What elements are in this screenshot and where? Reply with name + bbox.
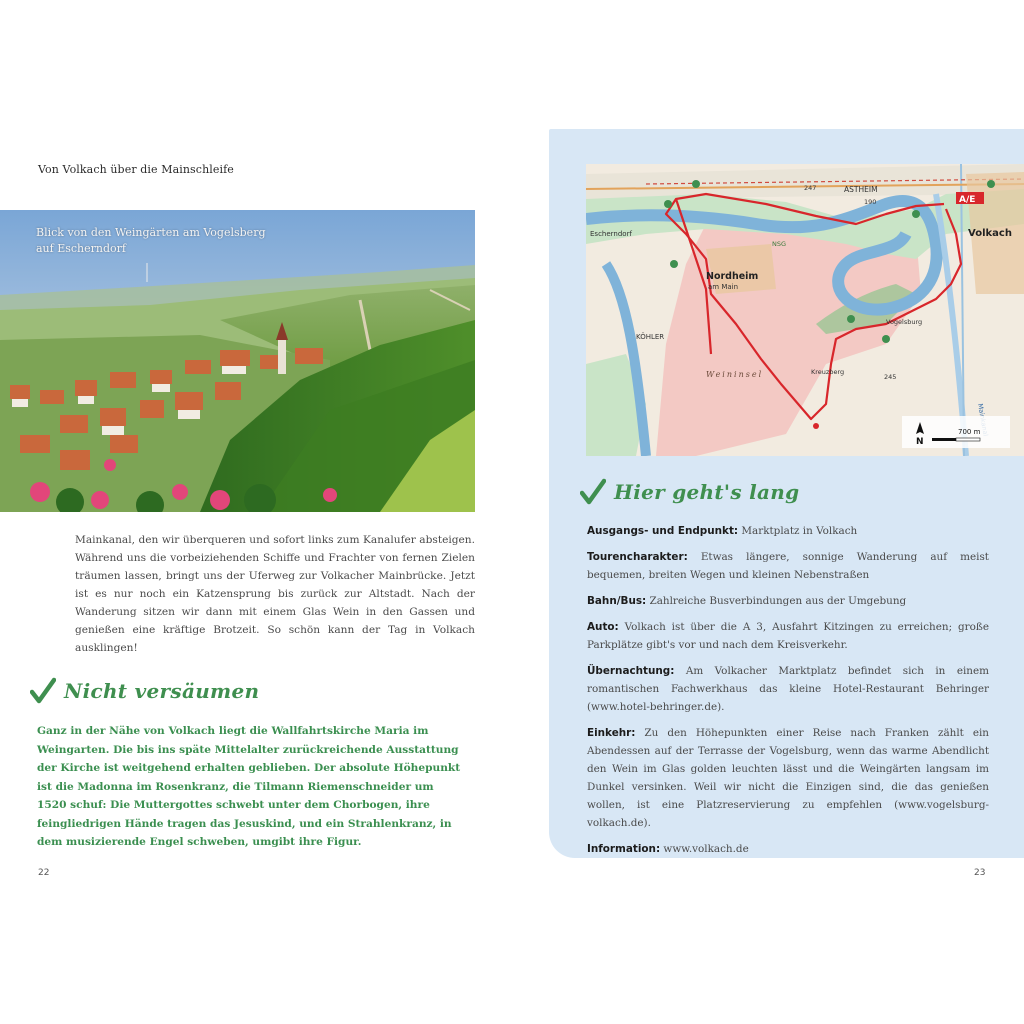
info-transit (587, 592, 989, 610)
info-label: Ausgangs- und Endpunkt: (587, 525, 739, 537)
map-label-vogelsburg: Vogelsburg (886, 318, 923, 326)
info-label: Tourencharakter: (587, 551, 688, 563)
map-elev-245: 245 (884, 373, 897, 381)
map-label-nordheim-sub: am Main (708, 283, 739, 291)
body-paragraph: Mainkanal, den wir überqueren und sofort links zum Kanalufer absteigen. Während uns die vorbeiziehenden Schiffe und Frachter von fernen Zielen träumen lassen, bringt uns der Uferweg zur Volkacher Mainbrücke. Jetzt ist es nur noch ein Katzensprung bis zurück zur Altstadt. Nach der Wanderung sitzen wir dann mit einem Glas Wein in den Gassen und genießen eine kräftige Brotzeit. So schön kann der Tag in Volkach ausklingen! (75, 534, 475, 654)
tour-info-list (587, 522, 989, 866)
checkmark-icon (580, 478, 606, 506)
map-elev-190: 190 (864, 198, 877, 206)
checkmark-icon (30, 677, 56, 705)
map-start-marker: A/E (959, 195, 976, 205)
map-label-escherndorf: Escherndorf (590, 230, 632, 238)
info-value: Zu den Höhepunkten einer Reise nach Franken zählt ein Abendessen auf der Terrasse der Vogelsburg, wenn das warme Abendlicht den Wein im Glas golden leuchten lässt und die Weingärten langsam im Dunkel versinken. Weil wir nicht die Einzigen sind, die das genießen wollen, ist eine Platzreservierung zu empfehlen (www.vogelsburg-volkach.de). (587, 727, 989, 829)
highlight-title-route: Hier geht's lang (614, 480, 800, 504)
map-label-weininsel: Weininsel (706, 370, 764, 379)
photo-caption: Blick von den Weingärten am Vogelsberg auf Escherndorf (36, 226, 266, 255)
info-value: www.volkach.de (663, 843, 749, 855)
info-label: Information: (587, 843, 661, 855)
info-dining (587, 724, 989, 832)
info-accommodation (587, 662, 989, 716)
map-north-label: N (916, 437, 924, 447)
info-information (587, 840, 989, 858)
map-label-kreuzberg: Kreuzberg (811, 368, 845, 376)
map-label-nordheim: Nordheim (706, 271, 759, 282)
info-car (587, 618, 989, 654)
map-scale-label: 700 m (958, 428, 981, 436)
highlight-heading-left (30, 677, 259, 705)
info-value: Etwas längere, sonnige Wanderung auf meist bequemen, breiten Wegen und kleinen Nebenstraßen (587, 551, 989, 581)
info-value: Zahlreiche Busverbindungen aus der Umgebung (649, 595, 907, 607)
info-character (587, 548, 989, 584)
page-number-right: 23 (974, 868, 986, 878)
info-start-end (587, 522, 989, 540)
info-value: Marktplatz in Volkach (741, 525, 858, 537)
info-label: Einkehr: (587, 727, 636, 739)
info-label: Auto: (587, 621, 619, 633)
highlight-heading-right (580, 478, 799, 506)
page-number-left: 22 (38, 868, 50, 878)
map-label-volkach: Volkach (968, 228, 1012, 239)
info-label: Bahn/Bus: (587, 595, 647, 607)
running-header: Von Volkach über die Mainschleife (38, 163, 234, 176)
info-value: Am Volkacher Marktplatz befindet sich in einem romantischen Fachwerkhaus das kleine Hotel-Restaurant Behringer (www.hotel-behringer.de). (587, 665, 989, 713)
map-elev-247: 247 (804, 184, 817, 192)
map-label-nsg: NSG (772, 240, 787, 248)
map-label-astheim: ASTHEIM (844, 185, 878, 194)
highlight-text: Ganz in der Nähe von Volkach liegt die Wallfahrtskirche Maria im Weingarten. Die bis ins späte Mittelalter zurückreichende Ausstattung der Kirche ist weitgehend erhalten geblieben. Der absolute Höhepunkt ist die Madonna im Rosenkranz, die Tilmann Riemenschneider um 1520 schuf: Die Muttergottes schwebt unter dem Chorbogen, ihre feingliedrigen Hände tragen das Jesuskind, und ein Strahlenkranz, in dem musizierende Engel schweben, umgibt ihre Figur. (37, 725, 461, 848)
highlight-title: Nicht versäumen (64, 679, 260, 703)
info-label: Übernachtung: (587, 665, 675, 677)
map-label-koehler: KÖHLER (636, 333, 665, 341)
route-map (586, 164, 1024, 456)
info-value: Volkach ist über die A 3, Ausfahrt Kitzingen zu erreichen; große Parkplätze gibt's vor und nach dem Kreisverkehr. (587, 621, 989, 651)
